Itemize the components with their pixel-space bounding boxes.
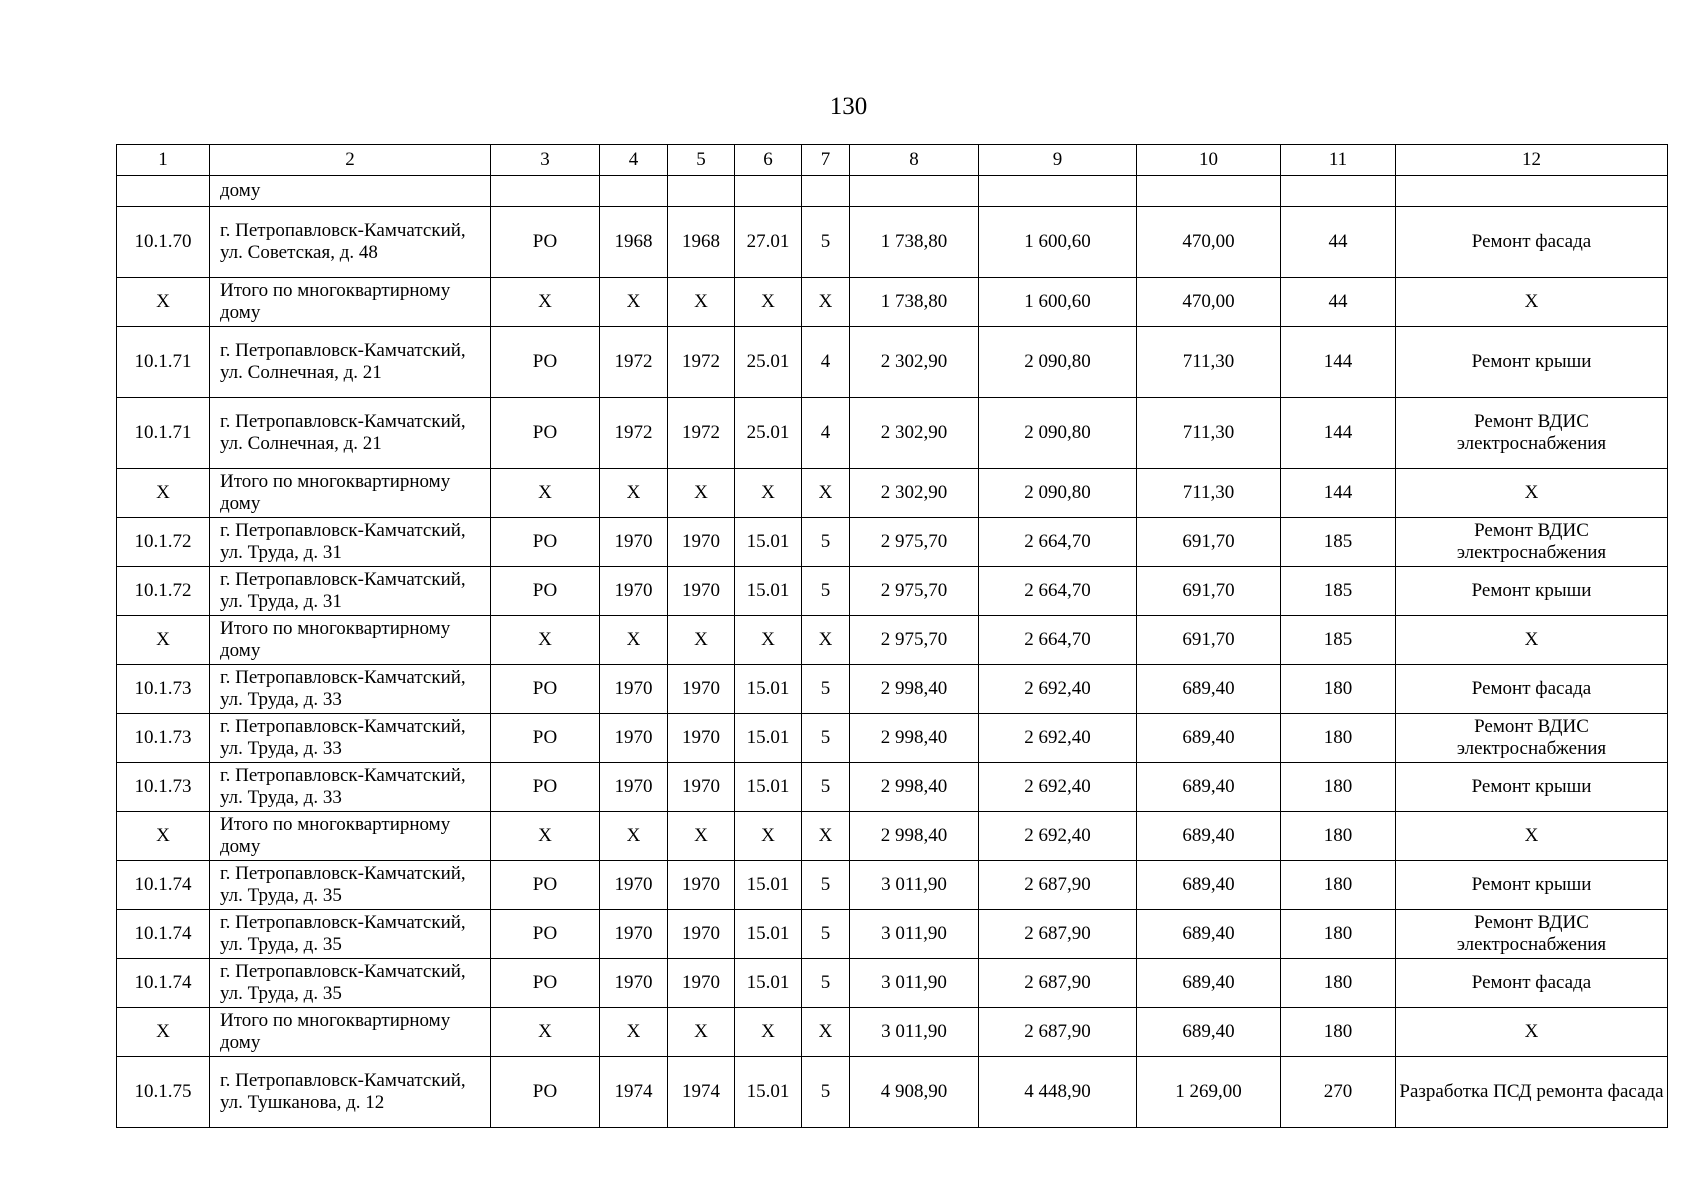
total-area-cell: 2 975,70 [850, 616, 979, 665]
fund-type-cell: РО [491, 959, 600, 1008]
address-cell: Итого по многоквартирному дому [210, 469, 491, 518]
work-type-cell: Ремонт фасада [1396, 665, 1668, 714]
work-type-cell: Ремонт крыши [1396, 763, 1668, 812]
total-area-cell: 2 302,90 [850, 327, 979, 398]
residents-count-cell: 180 [1281, 861, 1396, 910]
total-area-cell [850, 176, 979, 207]
nonresidential-area-cell: 691,70 [1137, 567, 1281, 616]
work-type-cell: Ремонт ВДИС электроснабжения [1396, 398, 1668, 469]
residential-area-cell: 2 687,90 [979, 1008, 1137, 1057]
address-cell: дому [210, 176, 491, 207]
residential-area-cell: 2 692,40 [979, 665, 1137, 714]
nonresidential-area-cell: 689,40 [1137, 763, 1281, 812]
address-cell: г. Петропавловск-Камчатский, ул. Тушканова, д. 12 [210, 1057, 491, 1128]
fund-type-cell: РО [491, 1057, 600, 1128]
wall-material-cell: 27.01 [735, 207, 802, 278]
column-number-11: 11 [1281, 145, 1396, 176]
total-area-cell: 3 011,90 [850, 959, 979, 1008]
address-cell: г. Петропавловск-Камчатский, ул. Труда, д. 35 [210, 959, 491, 1008]
capital-repair-table [116, 144, 1668, 1128]
row-number-cell: Х [117, 278, 210, 327]
address-cell: г. Петропавловск-Камчатский, ул. Советская, д. 48 [210, 207, 491, 278]
residents-count-cell [1281, 176, 1396, 207]
year-built-cell: 1972 [600, 327, 668, 398]
residential-area-cell: 2 687,90 [979, 861, 1137, 910]
residential-area-cell: 2 664,70 [979, 567, 1137, 616]
row-number-cell: Х [117, 469, 210, 518]
year-commissioned-cell: 1970 [668, 714, 735, 763]
residents-count-cell: 44 [1281, 207, 1396, 278]
column-number-10: 10 [1137, 145, 1281, 176]
fund-type-cell: РО [491, 763, 600, 812]
table-row [117, 861, 1668, 910]
table-row [117, 518, 1668, 567]
work-type-cell [1396, 176, 1668, 207]
total-area-cell: 2 998,40 [850, 714, 979, 763]
wall-material-cell: 15.01 [735, 518, 802, 567]
row-number-cell: 10.1.74 [117, 959, 210, 1008]
residents-count-cell: 180 [1281, 812, 1396, 861]
year-built-cell: 1970 [600, 763, 668, 812]
residential-area-cell: 2 090,80 [979, 469, 1137, 518]
year-commissioned-cell: 1968 [668, 207, 735, 278]
residential-area-cell: 2 692,40 [979, 812, 1137, 861]
residential-area-cell: 4 448,90 [979, 1057, 1137, 1128]
nonresidential-area-cell: 689,40 [1137, 714, 1281, 763]
work-type-cell: Ремонт ВДИС электроснабжения [1396, 714, 1668, 763]
fund-type-cell: РО [491, 567, 600, 616]
column-number-6: 6 [735, 145, 802, 176]
year-commissioned-cell: 1972 [668, 327, 735, 398]
residential-area-cell: 2 692,40 [979, 763, 1137, 812]
residents-count-cell: 180 [1281, 959, 1396, 1008]
floors-cell: Х [802, 616, 850, 665]
row-number-cell: 10.1.74 [117, 910, 210, 959]
nonresidential-area-cell [1137, 176, 1281, 207]
total-area-cell: 3 011,90 [850, 910, 979, 959]
column-number-5: 5 [668, 145, 735, 176]
work-type-cell: Х [1396, 616, 1668, 665]
year-commissioned-cell: Х [668, 812, 735, 861]
year-built-cell: 1970 [600, 665, 668, 714]
column-number-7: 7 [802, 145, 850, 176]
residents-count-cell: 185 [1281, 567, 1396, 616]
residential-area-cell: 2 664,70 [979, 616, 1137, 665]
address-cell: Итого по многоквартирному дому [210, 812, 491, 861]
subtotal-row [117, 1008, 1668, 1057]
work-type-cell: Ремонт ВДИС электроснабжения [1396, 910, 1668, 959]
year-commissioned-cell: Х [668, 1008, 735, 1057]
address-cell: г. Петропавловск-Камчатский, ул. Солнечная, д. 21 [210, 327, 491, 398]
row-number-cell: 10.1.72 [117, 567, 210, 616]
fund-type-cell: Х [491, 1008, 600, 1057]
wall-material-cell: Х [735, 469, 802, 518]
address-cell: г. Петропавловск-Камчатский, ул. Труда, д. 31 [210, 518, 491, 567]
row-number-cell [117, 176, 210, 207]
year-built-cell: 1970 [600, 714, 668, 763]
floors-cell: 4 [802, 398, 850, 469]
floors-cell: 5 [802, 861, 850, 910]
year-commissioned-cell: 1970 [668, 861, 735, 910]
address-cell: Итого по многоквартирному дому [210, 1008, 491, 1057]
residential-area-cell: 2 687,90 [979, 910, 1137, 959]
residential-area-cell: 2 692,40 [979, 714, 1137, 763]
nonresidential-area-cell: 689,40 [1137, 812, 1281, 861]
table-row [117, 714, 1668, 763]
fund-type-cell: РО [491, 861, 600, 910]
fund-type-cell: РО [491, 398, 600, 469]
total-area-cell: 2 998,40 [850, 763, 979, 812]
residential-area-cell: 1 600,60 [979, 207, 1137, 278]
table-row [117, 327, 1668, 398]
year-commissioned-cell: 1970 [668, 567, 735, 616]
wall-material-cell: 15.01 [735, 959, 802, 1008]
wall-material-cell: Х [735, 1008, 802, 1057]
row-number-cell: 10.1.72 [117, 518, 210, 567]
total-area-cell: 1 738,80 [850, 278, 979, 327]
work-type-cell: Ремонт крыши [1396, 327, 1668, 398]
year-commissioned-cell: 1974 [668, 1057, 735, 1128]
floors-cell: Х [802, 812, 850, 861]
address-cell: г. Петропавловск-Камчатский, ул. Труда, д. 33 [210, 714, 491, 763]
wall-material-cell: 15.01 [735, 714, 802, 763]
total-area-cell: 1 738,80 [850, 207, 979, 278]
fund-type-cell: Х [491, 812, 600, 861]
total-area-cell: 3 011,90 [850, 1008, 979, 1057]
floors-cell: 5 [802, 1057, 850, 1128]
fund-type-cell: РО [491, 665, 600, 714]
row-number-cell: 10.1.73 [117, 665, 210, 714]
wall-material-cell: 15.01 [735, 861, 802, 910]
subtotal-row [117, 616, 1668, 665]
floors-cell: 5 [802, 763, 850, 812]
floors-cell [802, 176, 850, 207]
wall-material-cell: 15.01 [735, 1057, 802, 1128]
wall-material-cell: 15.01 [735, 763, 802, 812]
column-number-2: 2 [210, 145, 491, 176]
floors-cell: Х [802, 469, 850, 518]
wall-material-cell [735, 176, 802, 207]
residential-area-cell: 2 090,80 [979, 327, 1137, 398]
residents-count-cell: 180 [1281, 714, 1396, 763]
column-number-4: 4 [600, 145, 668, 176]
year-commissioned-cell [668, 176, 735, 207]
wall-material-cell: 25.01 [735, 327, 802, 398]
year-built-cell: Х [600, 616, 668, 665]
year-built-cell [600, 176, 668, 207]
row-number-cell: Х [117, 812, 210, 861]
floors-cell: 4 [802, 327, 850, 398]
total-area-cell: 3 011,90 [850, 861, 979, 910]
year-commissioned-cell: 1970 [668, 959, 735, 1008]
wall-material-cell: 25.01 [735, 398, 802, 469]
floors-cell: Х [802, 1008, 850, 1057]
total-area-cell: 2 975,70 [850, 567, 979, 616]
wall-material-cell: Х [735, 278, 802, 327]
total-area-cell: 2 975,70 [850, 518, 979, 567]
nonresidential-area-cell: 470,00 [1137, 207, 1281, 278]
year-commissioned-cell: 1970 [668, 763, 735, 812]
address-cell: г. Петропавловск-Камчатский, ул. Труда, д. 33 [210, 665, 491, 714]
fund-type-cell: Х [491, 278, 600, 327]
year-commissioned-cell: 1972 [668, 398, 735, 469]
work-type-cell: Х [1396, 812, 1668, 861]
table-row [117, 567, 1668, 616]
work-type-cell: Ремонт фасада [1396, 959, 1668, 1008]
year-built-cell: 1970 [600, 567, 668, 616]
floors-cell: 5 [802, 518, 850, 567]
year-commissioned-cell: 1970 [668, 665, 735, 714]
year-commissioned-cell: Х [668, 469, 735, 518]
fund-type-cell: РО [491, 910, 600, 959]
floors-cell: 5 [802, 665, 850, 714]
column-number-8: 8 [850, 145, 979, 176]
year-built-cell: Х [600, 1008, 668, 1057]
address-cell: Итого по многоквартирному дому [210, 616, 491, 665]
floors-cell: 5 [802, 714, 850, 763]
work-type-cell: Ремонт крыши [1396, 567, 1668, 616]
fund-type-cell: Х [491, 616, 600, 665]
address-cell: г. Петропавловск-Камчатский, ул. Труда, д. 35 [210, 861, 491, 910]
year-built-cell: Х [600, 278, 668, 327]
nonresidential-area-cell: 689,40 [1137, 665, 1281, 714]
fund-type-cell: РО [491, 518, 600, 567]
residents-count-cell: 180 [1281, 910, 1396, 959]
row-number-cell: 10.1.73 [117, 763, 210, 812]
year-commissioned-cell: 1970 [668, 518, 735, 567]
nonresidential-area-cell: 689,40 [1137, 910, 1281, 959]
residential-area-cell: 2 090,80 [979, 398, 1137, 469]
fund-type-cell: Х [491, 469, 600, 518]
residents-count-cell: 180 [1281, 1008, 1396, 1057]
year-commissioned-cell: Х [668, 278, 735, 327]
subtotal-row [117, 469, 1668, 518]
total-area-cell: 2 302,90 [850, 398, 979, 469]
year-built-cell: 1970 [600, 518, 668, 567]
residents-count-cell: 44 [1281, 278, 1396, 327]
nonresidential-area-cell: 689,40 [1137, 861, 1281, 910]
year-commissioned-cell: 1970 [668, 910, 735, 959]
nonresidential-area-cell: 689,40 [1137, 959, 1281, 1008]
address-cell: г. Петропавловск-Камчатский, ул. Труда, д. 33 [210, 763, 491, 812]
wall-material-cell: 15.01 [735, 665, 802, 714]
wall-material-cell: 15.01 [735, 910, 802, 959]
year-built-cell: 1968 [600, 207, 668, 278]
subtotal-row [117, 278, 1668, 327]
work-type-cell: Ремонт ВДИС электроснабжения [1396, 518, 1668, 567]
table-row [117, 176, 1668, 207]
nonresidential-area-cell: 470,00 [1137, 278, 1281, 327]
row-number-cell: 10.1.74 [117, 861, 210, 910]
table-row [117, 959, 1668, 1008]
wall-material-cell: Х [735, 812, 802, 861]
residential-area-cell: 2 664,70 [979, 518, 1137, 567]
table-body [117, 145, 1668, 1128]
work-type-cell: Х [1396, 469, 1668, 518]
column-number-9: 9 [979, 145, 1137, 176]
year-built-cell: 1972 [600, 398, 668, 469]
fund-type-cell: РО [491, 714, 600, 763]
residents-count-cell: 270 [1281, 1057, 1396, 1128]
table-row [117, 910, 1668, 959]
nonresidential-area-cell: 711,30 [1137, 398, 1281, 469]
nonresidential-area-cell: 689,40 [1137, 1008, 1281, 1057]
column-number-1: 1 [117, 145, 210, 176]
row-number-cell: 10.1.71 [117, 327, 210, 398]
row-number-cell: 10.1.70 [117, 207, 210, 278]
year-built-cell: 1970 [600, 861, 668, 910]
fund-type-cell [491, 176, 600, 207]
residents-count-cell: 185 [1281, 616, 1396, 665]
total-area-cell: 2 998,40 [850, 812, 979, 861]
residential-area-cell: 1 600,60 [979, 278, 1137, 327]
address-cell: г. Петропавловск-Камчатский, ул. Солнечная, д. 21 [210, 398, 491, 469]
nonresidential-area-cell: 691,70 [1137, 518, 1281, 567]
table-row [117, 398, 1668, 469]
nonresidential-area-cell: 711,30 [1137, 327, 1281, 398]
work-type-cell: Х [1396, 1008, 1668, 1057]
nonresidential-area-cell: 711,30 [1137, 469, 1281, 518]
floors-cell: 5 [802, 910, 850, 959]
table-row [117, 665, 1668, 714]
floors-cell: 5 [802, 959, 850, 1008]
year-built-cell: Х [600, 469, 668, 518]
table-row [117, 1057, 1668, 1128]
floors-cell: 5 [802, 207, 850, 278]
year-built-cell: 1970 [600, 959, 668, 1008]
residents-count-cell: 144 [1281, 327, 1396, 398]
work-type-cell: Разработка ПСД ремонта фасада [1396, 1057, 1668, 1128]
floors-cell: Х [802, 278, 850, 327]
fund-type-cell: РО [491, 207, 600, 278]
residents-count-cell: 180 [1281, 763, 1396, 812]
total-area-cell: 4 908,90 [850, 1057, 979, 1128]
row-number-cell: 10.1.73 [117, 714, 210, 763]
residents-count-cell: 144 [1281, 469, 1396, 518]
residential-area-cell [979, 176, 1137, 207]
work-type-cell: Ремонт крыши [1396, 861, 1668, 910]
nonresidential-area-cell: 1 269,00 [1137, 1057, 1281, 1128]
page-number: 130 [829, 93, 868, 120]
nonresidential-area-cell: 691,70 [1137, 616, 1281, 665]
residents-count-cell: 144 [1281, 398, 1396, 469]
year-built-cell: Х [600, 812, 668, 861]
row-number-cell: Х [117, 1008, 210, 1057]
address-cell: г. Петропавловск-Камчатский, ул. Труда, д. 35 [210, 910, 491, 959]
row-number-cell: 10.1.75 [117, 1057, 210, 1128]
total-area-cell: 2 302,90 [850, 469, 979, 518]
row-number-cell: Х [117, 616, 210, 665]
row-number-cell: 10.1.71 [117, 398, 210, 469]
column-number-header-row [117, 145, 1668, 176]
residents-count-cell: 185 [1281, 518, 1396, 567]
work-type-cell: Х [1396, 278, 1668, 327]
subtotal-row [117, 812, 1668, 861]
total-area-cell: 2 998,40 [850, 665, 979, 714]
address-cell: Итого по многоквартирному дому [210, 278, 491, 327]
year-built-cell: 1970 [600, 910, 668, 959]
year-built-cell: 1974 [600, 1057, 668, 1128]
residential-area-cell: 2 687,90 [979, 959, 1137, 1008]
wall-material-cell: 15.01 [735, 567, 802, 616]
fund-type-cell: РО [491, 327, 600, 398]
year-commissioned-cell: Х [668, 616, 735, 665]
table-row [117, 207, 1668, 278]
column-number-3: 3 [491, 145, 600, 176]
table-row [117, 763, 1668, 812]
residents-count-cell: 180 [1281, 665, 1396, 714]
floors-cell: 5 [802, 567, 850, 616]
column-number-12: 12 [1396, 145, 1668, 176]
work-type-cell: Ремонт фасада [1396, 207, 1668, 278]
address-cell: г. Петропавловск-Камчатский, ул. Труда, д. 31 [210, 567, 491, 616]
wall-material-cell: Х [735, 616, 802, 665]
